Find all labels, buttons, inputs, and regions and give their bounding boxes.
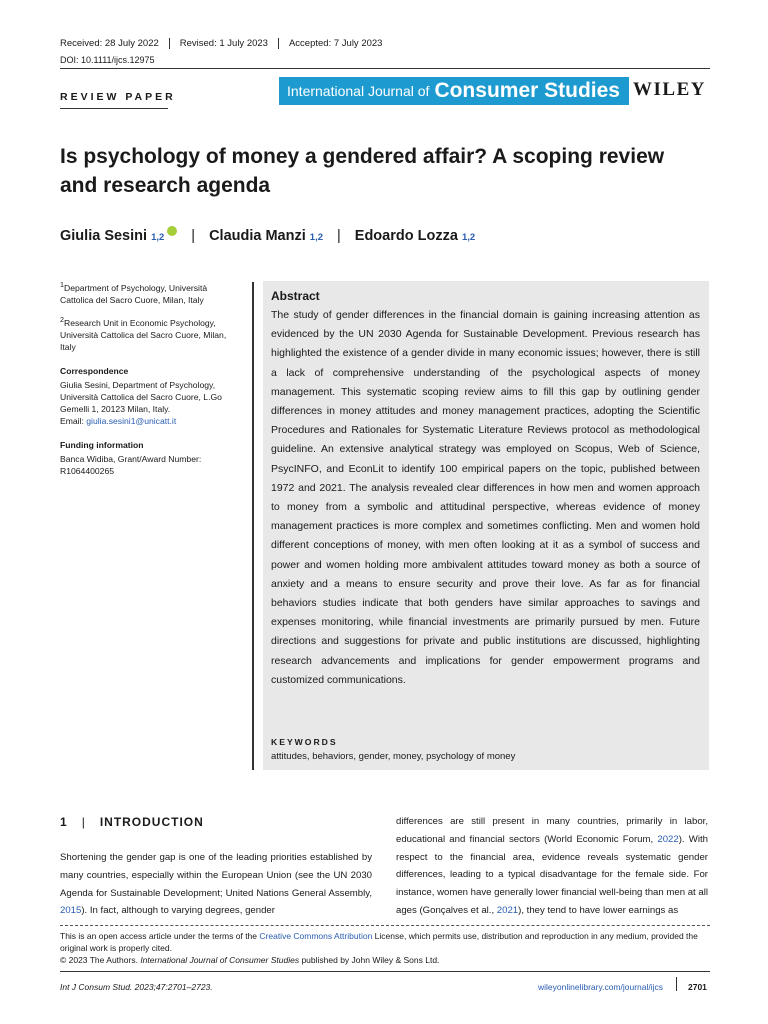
footer-separator bbox=[676, 977, 677, 991]
abstract-text: The study of gender differences in the financial domain is gaining increasing attention as evidenced by the UN 2030 Agenda for Sustainable Development. Previous research has highlighted the existence of a gender divide in many economic issues; however, there is still a lack of comprehensive understanding of the psychological aspects of money management. This systematic scoping review aims to fill this gap by outlining gender differences in money attitudes and money management practices, adopting the Scientific Procedures and Rationales for Systematic Literature Reviews protocol as methodological guideline. An extensive analytical strategy was employed on Scopus, Web of Science, PsycINFO, and EconLit to identify 100 empirical papers on the topic, published between 1972 and 2021. The analysis revealed clear differences in how men and women approach to money from a symbolic and attitudinal perspective, whereas evidence of money management practices is more complex and sometimes conflicting. Men and women hold different conceptions of money, with men often looking at it as a symbol of success and power and women holding more ambivalent attitudes toward money as both a source of anxiety and a means to ensure security and prove their love. As far as for financial behaviors studies indicate that both genders have similar approaches to savings and expenses monitoring, while financial investments are primarily pursued by men. Future directions and suggestions for private and public institutions are discussed, highlighting research advancements and implications for gender empowerment programs and customized communications. bbox=[271, 309, 700, 686]
revised-date: Revised: 1 July 2023 bbox=[169, 38, 278, 49]
author-name[interactable]: Claudia Manzi bbox=[209, 228, 306, 244]
abstract-heading: Abstract bbox=[271, 289, 320, 303]
column-divider bbox=[252, 282, 254, 770]
citation-link[interactable]: 2022 bbox=[657, 833, 679, 845]
section-number: 1 bbox=[60, 815, 68, 829]
footer-citation: Int J Consum Stud. 2023;47:2701–2723. bbox=[60, 982, 213, 992]
copyright-line: © 2023 The Authors. International Journal of Consumer Studies published by John Wiley & Sons Ltd. bbox=[60, 955, 440, 965]
doi[interactable]: DOI: 10.1111/ijcs.12975 bbox=[60, 55, 155, 65]
author-separator: | bbox=[337, 228, 341, 244]
article-type-rule bbox=[60, 108, 168, 109]
citation-link[interactable]: 2021 bbox=[496, 904, 519, 916]
license-rule bbox=[60, 925, 710, 926]
journal-prefix: International Journal of bbox=[287, 83, 430, 99]
author-list bbox=[60, 228, 475, 244]
affiliation: $^2$Research Unit in Economic Psychology, Università Cattolica del Sacro Cuore, Milan, Italy bbox=[60, 315, 227, 352]
author-separator: | bbox=[191, 228, 196, 244]
body-text-right: differences are still present in many countries, primarily in labor, educational and financial sectors (World Economic Forum, 2022). With respect to the financial area, evidence reveals systematic gender differences, leading to a typical disadvantage for the female side. For instance, women have generally lower financial well-being than men at all ages (Gonçalves et al., 2021), they tend to have lower earnings as bbox=[396, 816, 708, 916]
correspondence-email: Email: giulia.sesini1@unicatt.it bbox=[60, 415, 177, 426]
license-line: This is an open access article under the terms of the Creative Commons Attribution License, which permits use, distribution and reproduction in any medium, provided the original work is properly cited. bbox=[60, 931, 698, 953]
footer-rule bbox=[60, 971, 710, 972]
author-affiliation-sup[interactable]: 1,2 bbox=[151, 232, 165, 243]
correspondence-heading: Correspondence bbox=[60, 365, 129, 376]
article-title: Is psychology of money a gendered affair? A scoping review and research agenda bbox=[60, 145, 665, 197]
affiliation: $^1$Department of Psychology, Università Cattolica del Sacro Cuore, Milan, Italy bbox=[60, 281, 208, 305]
section-heading bbox=[60, 815, 204, 829]
header-rule bbox=[60, 68, 710, 69]
author-affiliation-sup[interactable]: 1,2 bbox=[461, 232, 476, 243]
funding-text: Banca Widiba, Grant/Award Number: R1064400265 bbox=[60, 453, 202, 476]
article-type: REVIEW PAPER bbox=[60, 91, 176, 103]
accepted-date: Accepted: 7 July 2023 bbox=[278, 38, 392, 49]
citation-link[interactable]: 2015 bbox=[60, 905, 82, 917]
article-info-column bbox=[60, 279, 240, 477]
license-notice bbox=[60, 930, 710, 966]
correspondence-text: Giulia Sesini, Department of Psychology, Università Cattolica del Sacro Cuore, L.Go Gemelli 1, 20123 Milan, Italy. bbox=[60, 379, 222, 414]
journal-logo[interactable] bbox=[279, 77, 629, 105]
author-name[interactable]: Giulia Sesini bbox=[60, 228, 148, 244]
journal-name: Consumer Studies bbox=[434, 79, 620, 102]
author-name[interactable]: Edoardo Lozza bbox=[354, 228, 458, 244]
orcid-icon[interactable] bbox=[167, 226, 177, 236]
article-dates bbox=[60, 38, 392, 49]
funding-heading: Funding information bbox=[60, 439, 144, 450]
author-affiliation-sup[interactable]: 1,2 bbox=[309, 232, 323, 243]
keywords-heading: KEYWORDS bbox=[271, 737, 338, 747]
received-date: Received: 28 July 2022 bbox=[60, 38, 159, 49]
page-number: 2701 bbox=[688, 982, 707, 992]
footer-journal-link[interactable]: wileyonlinelibrary.com/journal/ijcs bbox=[538, 982, 664, 992]
section-title: INTRODUCTION bbox=[99, 815, 204, 829]
keywords-text: attitudes, behaviors, gender, money, psychology of money bbox=[271, 751, 516, 762]
email-link[interactable]: giulia.sesini1@unicatt.it bbox=[86, 415, 177, 426]
body-text-left: Shortening the gender gap is one of the leading priorities established by many countries, especially within the European Union (see the UN 2030 Agenda for Sustainable Development; United Nations General Assembly, 2015). In fact, although to varying degrees, gender bbox=[60, 852, 372, 917]
section-separator: | bbox=[81, 815, 86, 829]
cc-license-link[interactable]: Creative Commons Attribution bbox=[259, 931, 373, 941]
publisher-logo[interactable]: WILEY bbox=[633, 79, 706, 100]
